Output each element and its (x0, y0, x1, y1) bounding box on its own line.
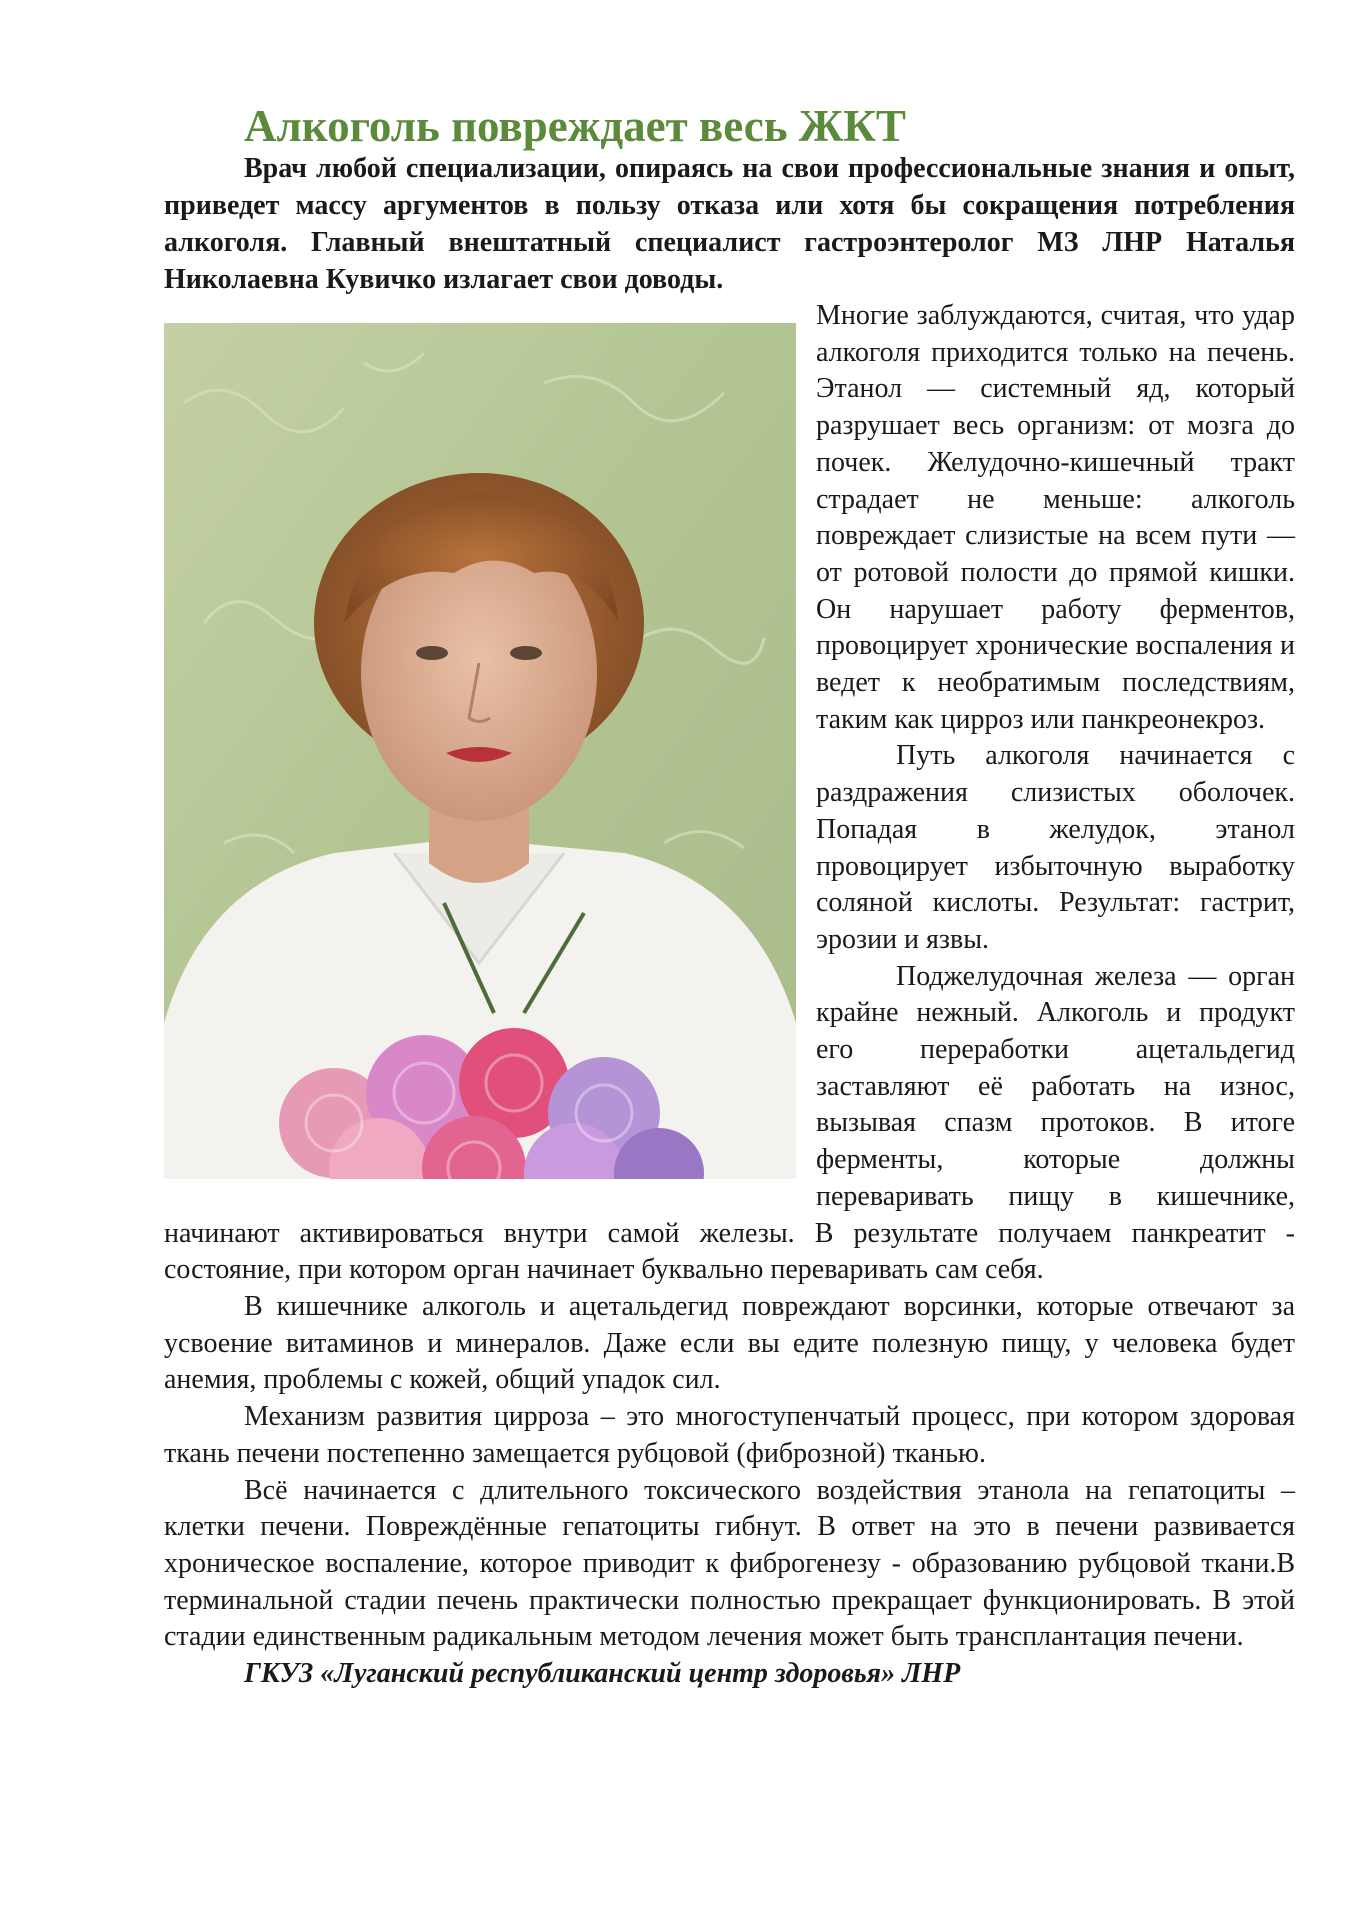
paragraph-6: Всё начинается с длительного токсического воздействия этанола на гепатоциты – клетки печени. Повреждённые гепатоциты гибнут. В ответ на это в печени развивается хроническое воспаление, которое приводит к фиброгенезу - образованию рубцовой ткани.В терминальной стадии печень практически полностью прекращает функционировать. В этой стадии единственным радикальным методом лечения может быть трансплантация печени. (164, 1474, 1295, 1653)
author-photo-image (164, 323, 796, 1179)
article-lead: Врач любой специализации, опираясь на свои профессиональные знания и опыт, приведет массу аргументов в пользу отказа или хотя бы сокращения потребления алкоголя. Главный внештатный специалист гастроэнтеролог МЗ ЛНР Наталья Николаевна Кувичко излагает свои доводы. (164, 153, 1295, 295)
article-body (164, 298, 1295, 1693)
author-photo (164, 323, 796, 1179)
article-title: Алкоголь повреждает весь ЖКТ (244, 101, 906, 151)
signature: ГКУЗ «Луганский республиканский центр здоровья» ЛНР (244, 1658, 961, 1690)
paragraph-5: Механизм развития цирроза – это многоступенчатый процесс, при котором здоровая ткань печени постепенно замещается рубцовой (фиброзной) тканью. (164, 1401, 1295, 1469)
paragraph-1: Многие заблуждаются, считая, что удар алкоголя приходится только на печень. Этанол — системный яд, который разрушает весь организм: от мозга до почек. Желудочно-кишечный тракт страдает не меньше: алкоголь повреждает слизистые на всем пути — от ротовой полости до прямой кишки. Он нарушает работу ферментов, провоцирует хронические воспаления и ведет к необратимым последствиям, таким как цирроз или панкреонекроз. (816, 300, 1295, 735)
paragraph-4: В кишечнике алкоголь и ацетальдегид повреждают ворсинки, которые отвечают за усвоение витаминов и минералов. Даже если вы едите полезную пищу, у человека будет анемия, проблемы с кожей, общий упадок сил. (164, 1290, 1295, 1396)
paragraph-2: Путь алкоголя начинается с раздражения слизистых оболочек. Попадая в желудок, этанол провоцирует избыточную выработку соляной кислоты. Результат: гастрит, эрозии и язвы. (816, 740, 1295, 955)
paragraph-3: Поджелудочная железа — орган крайне нежный. Алкоголь и продукт его переработки ацетальдегид заставляют её работать на износ, вызывая спазм протоков. В итоге ферменты, которые должны переваривать пищу в кишечнике, начинают активироваться внутри самой железы. В результате получаем панкреатит - состояние, при котором орган начинает буквально переваривать сам себя. (164, 960, 1295, 1286)
